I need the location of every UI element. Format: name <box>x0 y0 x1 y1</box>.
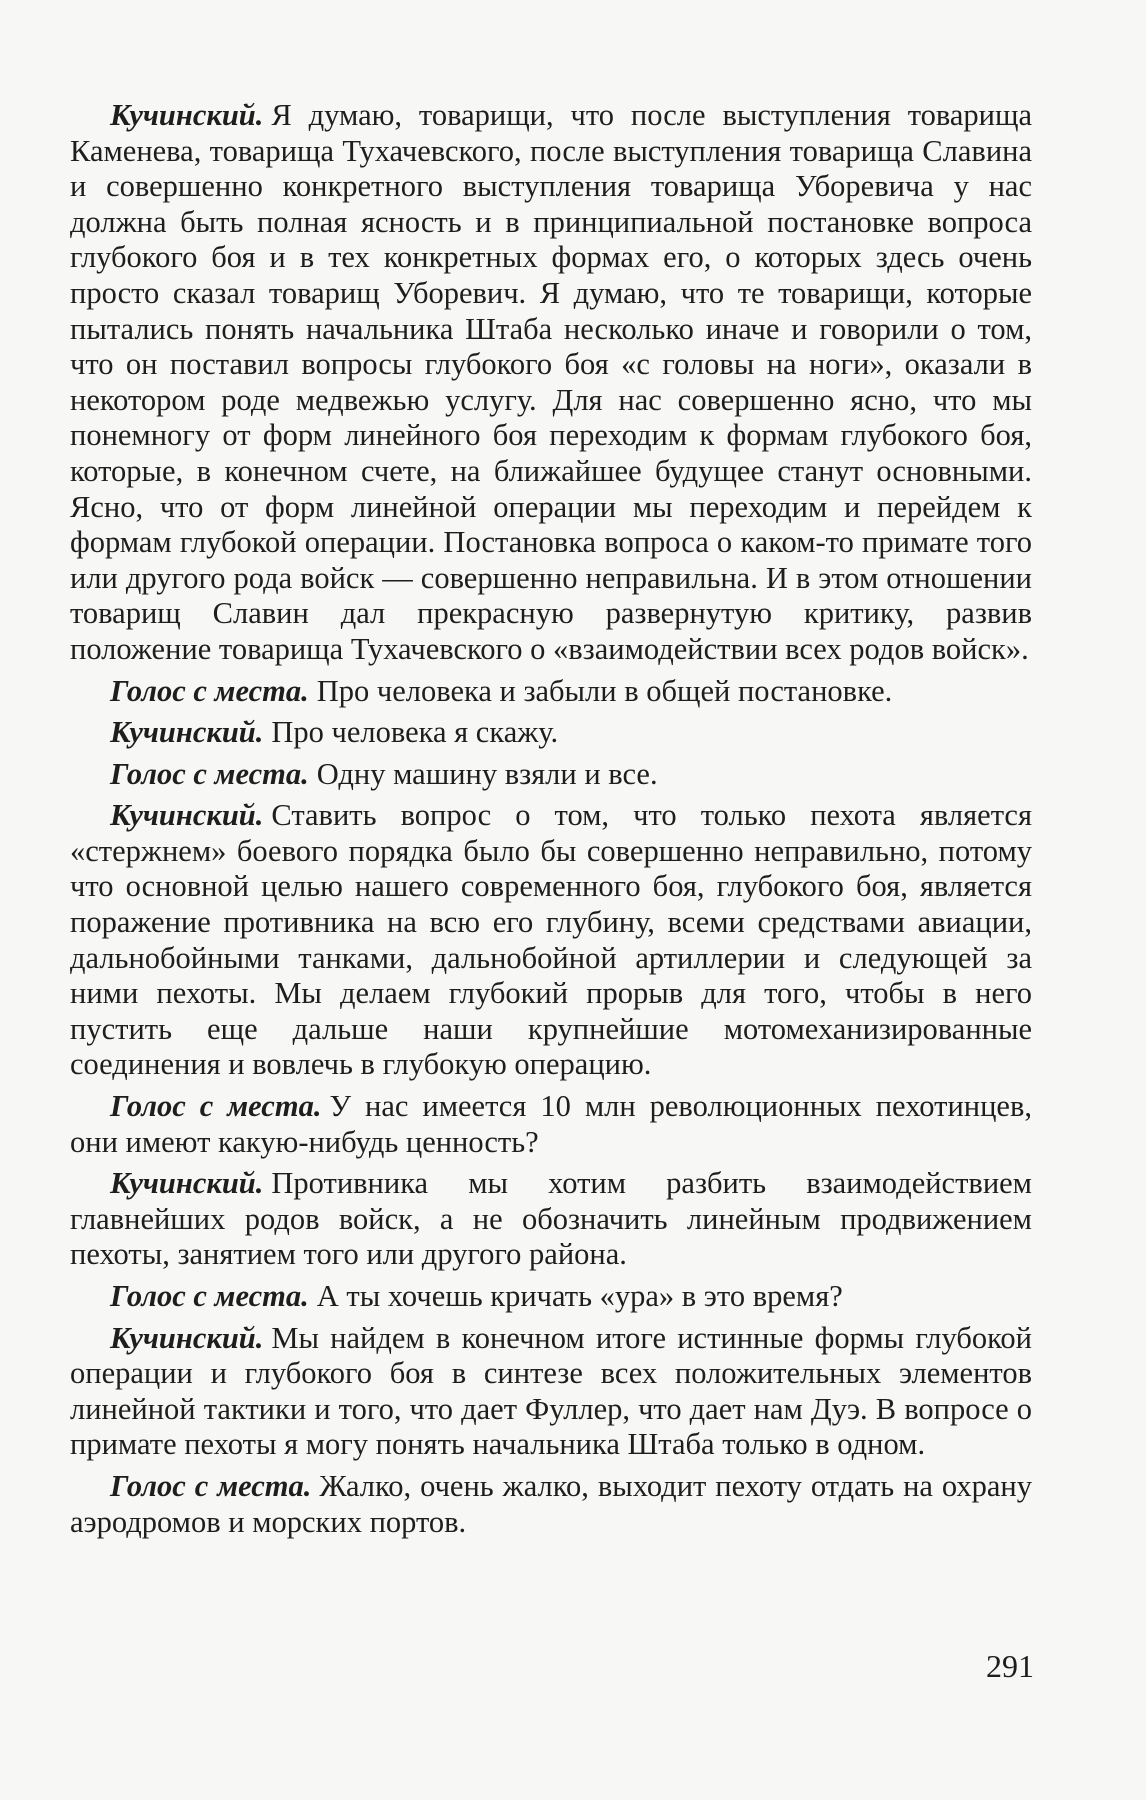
transcript-text <box>70 98 1032 1546</box>
paragraph-text: Я думаю, товарищи, что после выступления товарища Каменева, товарища Тухачевского, после выступления товарища Славина и совершенно конкретного выступления товарища Уборевича у нас должна быть полная ясность и в принципиальной постановке вопроса глубокого боя и в тех конкретных формах его, о которых здесь очень просто сказал товарищ Уборевич. Я думаю, что те товарищи, которые пытались понять начальника Штаба несколько иначе и говорили о том, что он поставил вопросы глубокого боя «с головы на ноги», оказали в некотором роде медвежью услугу. Для нас совершенно ясно, что мы понемногу от форм линейного боя переходим к формам глубокого боя, которые, в конечном счете, на ближайшее будущее станут основными. Ясно, что от форм линейной операции мы переходим и перейдем к формам глубокой операции. Постановка вопроса о каком-то примате того или другого рода войск — совершенно неправильна. И в этом отношении товарищ Славин дал прекрасную развернутую критику, развив положение товарища Тухачевского о «взаимодействии всех родов войск». <box>70 98 1032 666</box>
paragraph <box>70 798 1032 1083</box>
paragraph-text: Ставить вопрос о том, что только пехота является «стержнем» боевого порядка было бы совершенно неправильно, потому что основной целью нашего современного боя, глубокого боя, является поражение противника на всю его глубину, всеми средствами авиации, дальнобойными танками, дальнобойной артиллерии и следующей за ними пехоты. Мы делаем глубокий прорыв для того, чтобы в него пустить еще дальше наши крупнейшие мотомеханизированные соединения и вовлечь в глубокую операцию. <box>70 798 1032 1082</box>
paragraph <box>70 1469 1032 1540</box>
paragraph <box>70 98 1032 668</box>
speaker-name: Кучинский. <box>110 1166 264 1201</box>
speaker-name: Голос с места. <box>110 1279 309 1313</box>
paragraph-text: Одну машину взяли и все. <box>316 756 658 791</box>
speaker-name: Голос с места. <box>110 1089 322 1124</box>
paragraph-text: Мы найдем в конечном итоге истинные формы глубокой операции и глубокого боя в синтезе всех положительных элементов линейной тактики и того, что дает Фуллер, что дает нам Дуэ. В вопросе о примате пехоты я могу понять начальника Штаба только в одном. <box>70 1320 1032 1462</box>
speaker-name: Кучинский. <box>110 1320 264 1355</box>
speaker-name: Голос с места. <box>110 756 309 791</box>
paragraph <box>70 1321 1032 1463</box>
paragraph <box>70 1279 1032 1315</box>
paragraph <box>70 757 1032 793</box>
speaker-name: Кучинский. <box>110 98 264 132</box>
paragraph <box>70 1089 1032 1160</box>
paragraph-text: У нас имеется 10 млн революционных пехотинцев, они имеют какую-нибудь ценность? <box>70 1089 1032 1159</box>
speaker-name: Голос с места. <box>110 1468 312 1503</box>
paragraph <box>70 715 1032 751</box>
paragraph-text: Жалко, очень жалко, выходит пехоту отдать на охрану аэродромов и морских портов. <box>70 1468 1032 1539</box>
paragraph-text: Про человека и забыли в общей постановке. <box>316 673 893 708</box>
speaker-name: Кучинский. <box>110 715 264 750</box>
paragraph <box>70 674 1032 710</box>
paragraph-text: А ты хочешь кричать «ура» в это время? <box>316 1279 843 1313</box>
speaker-name: Кучинский. <box>110 798 264 833</box>
paragraph <box>70 1166 1032 1273</box>
paragraph-text: Про человека я скажу. <box>271 715 559 750</box>
page-number: 291 <box>986 1648 1034 1684</box>
speaker-name: Голос с места. <box>110 673 309 708</box>
paragraph-text: Противника мы хотим разбить взаимодействием главнейших родов войск, а не обозначить линейным продвижением пехоты, занятием того или другого района. <box>70 1166 1032 1272</box>
